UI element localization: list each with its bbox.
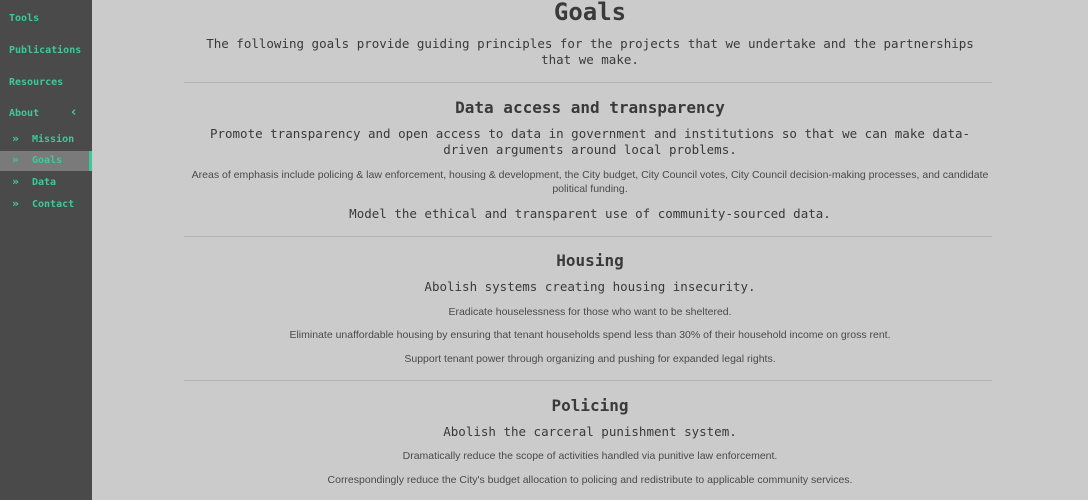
nav-sub-contact-label: Contact: [32, 199, 75, 210]
list-item: Eliminate unaffordable housing by ensuring that tenant households spend less than 30% of their household income on gross rent.: [289, 329, 891, 341]
section-lead-data-access: Promote transparency and open access to data in government and institutions so that we can make data-driven arguments around local problems.: [209, 126, 971, 157]
section-heading-housing: Housing: [556, 251, 624, 270]
nav-tools[interactable]: Tools: [9, 13, 40, 24]
section-lead2-data-access: Model the ethical and transparent use of community-sourced data.: [349, 206, 831, 221]
section-heading-data-access: Data access and transparency: [455, 98, 725, 117]
list-item: Eradicate houselessness for those who want to be sheltered.: [448, 306, 732, 318]
nav-resources[interactable]: Resources: [9, 77, 64, 88]
nav-sub-mission[interactable]: [0, 130, 92, 150]
nav-publications[interactable]: Publications: [9, 45, 82, 56]
divider: [184, 380, 992, 381]
list-item: Dramatically reduce the scope of activities handled via punitive law enforcement.: [402, 450, 778, 462]
double-chevron-right-icon: »: [12, 197, 20, 210]
nav-about[interactable]: About: [9, 108, 40, 119]
section-heading-policing: Policing: [551, 396, 629, 415]
divider: [184, 82, 992, 83]
sidebar: [0, 0, 92, 500]
section-detail-data-access: Areas of emphasis include policing & law enforcement, housing & development, the City budget, City Council votes, City Council decision-making processes, and candidate political funding.: [191, 169, 989, 195]
list-item: Support tenant power through organizing and pushing for expanded legal rights.: [404, 353, 776, 365]
divider: [184, 236, 992, 237]
double-chevron-right-icon: »: [12, 175, 20, 188]
list-item: Correspondingly reduce the City's budget allocation to policing and redistribute to applicable community services.: [327, 474, 853, 486]
nav-sub-goals[interactable]: [0, 151, 92, 171]
section-lead-housing: Abolish systems creating housing insecurity.: [424, 279, 756, 294]
nav-sub-mission-label: Mission: [32, 134, 75, 145]
double-chevron-right-icon: »: [12, 153, 20, 166]
nav-sub-contact[interactable]: [0, 195, 92, 215]
double-chevron-right-icon: »: [12, 132, 20, 145]
page-intro: The following goals provide guiding principles for the projects that we undertake and the partnerships that we make.: [206, 36, 974, 67]
nav-sub-data-label: Data: [32, 177, 57, 188]
page-title: Goals: [553, 0, 627, 26]
nav-sub-data[interactable]: [0, 173, 92, 193]
chevron-left-icon[interactable]: ‹: [71, 105, 77, 120]
section-lead-policing: Abolish the carceral punishment system.: [443, 424, 737, 439]
nav-sub-goals-label: Goals: [32, 155, 63, 166]
main-content: [92, 0, 1088, 500]
